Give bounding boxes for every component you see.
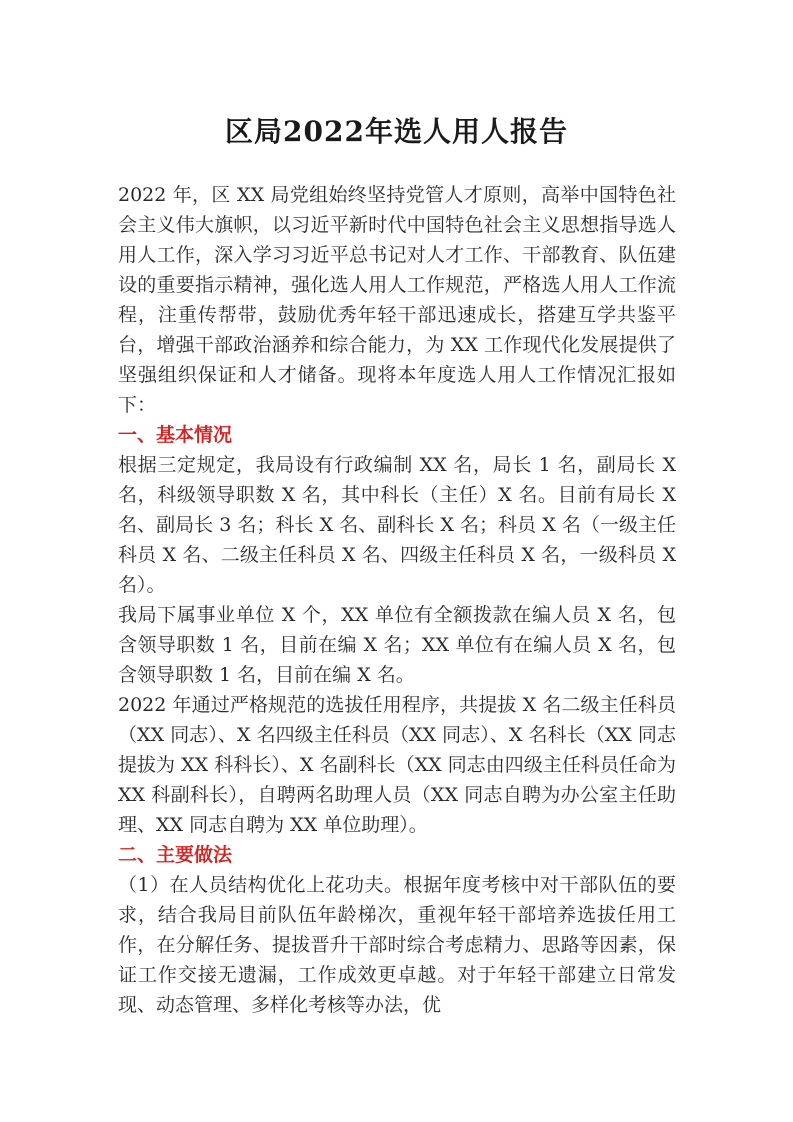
intro-paragraph: 2022 年，区 XX 局党组始终坚持党管人才原则，高举中国特色社会主义伟大旗帜，以习近平新时代中国特色社会主义思想指导选人用人工作，深入学习习近平总书记对人才工作、干部教育、队伍建设的重要指示精神，强化选人用人工作规范，严格选人用人工作流程，注重传帮带，鼓励优秀年轻干部迅速成长，搭建互学共鉴平台，增强干部政治涵养和综合能力，为 XX 工作现代化发展提供了坚强组织保证和人才储备。现将本年度选人用人工作情况汇报如下： [118,184,676,416]
basic-situation-paragraph-1: 根据三定规定，我局设有行政编制 XX 名，局长 1 名，副局长 X 名，科级领导职数 X 名，其中科长（主任）X 名。目前有局长 X 名、副局长 3 名；科长 X 名、副科长 X 名；科员 X 名（一级主任科员 X 名、二级主任科员 X 名、四级主任科员 X 名，一级科员 X 名）。 [118,454,676,596]
basic-situation-paragraph-2: 我局下属事业单位 X 个，XX 单位有全额拨款在编人员 X 名，包含领导职数 1 名，目前在编 X 名；XX 单位有在编人员 X 名，包含领导职数 1 名，目前在编 X 名。 [118,604,676,686]
section-heading-main-practices: 二、主要做法 [118,844,233,866]
document-title: 区局2022年选人用人报告 [225,115,568,148]
main-practices-paragraph-1: （1）在人员结构优化上花功夫。根据年度考核中对干部队伍的要求，结合我局目前队伍年龄梯次，重视年轻干部培养选拔任用工作，在分解任务、提拔晋升干部时综合考虑精力、思路等因素，保证工作交接无遗漏，工作成效更卓越。对于年轻干部建立日常发现、动态管理、多样化考核等办法，优 [118,874,676,1016]
section-heading-basic-situation: 一、基本情况 [118,424,233,446]
document-body [118,180,676,1020]
basic-situation-paragraph-3: 2022 年通过严格规范的选拔任用程序，共提拔 X 名二级主任科员（XX 同志）、X 名四级主任科员（XX 同志）、X 名科长（XX 同志提拔为 XX 科科长）、X 名副科长（XX 同志由四级主任科员任命为 XX 科副科长），自聘两名助理人员（XX 同志自聘为办公室主任助理、XX 同志自聘为 XX 单位助理）。 [118,694,676,836]
